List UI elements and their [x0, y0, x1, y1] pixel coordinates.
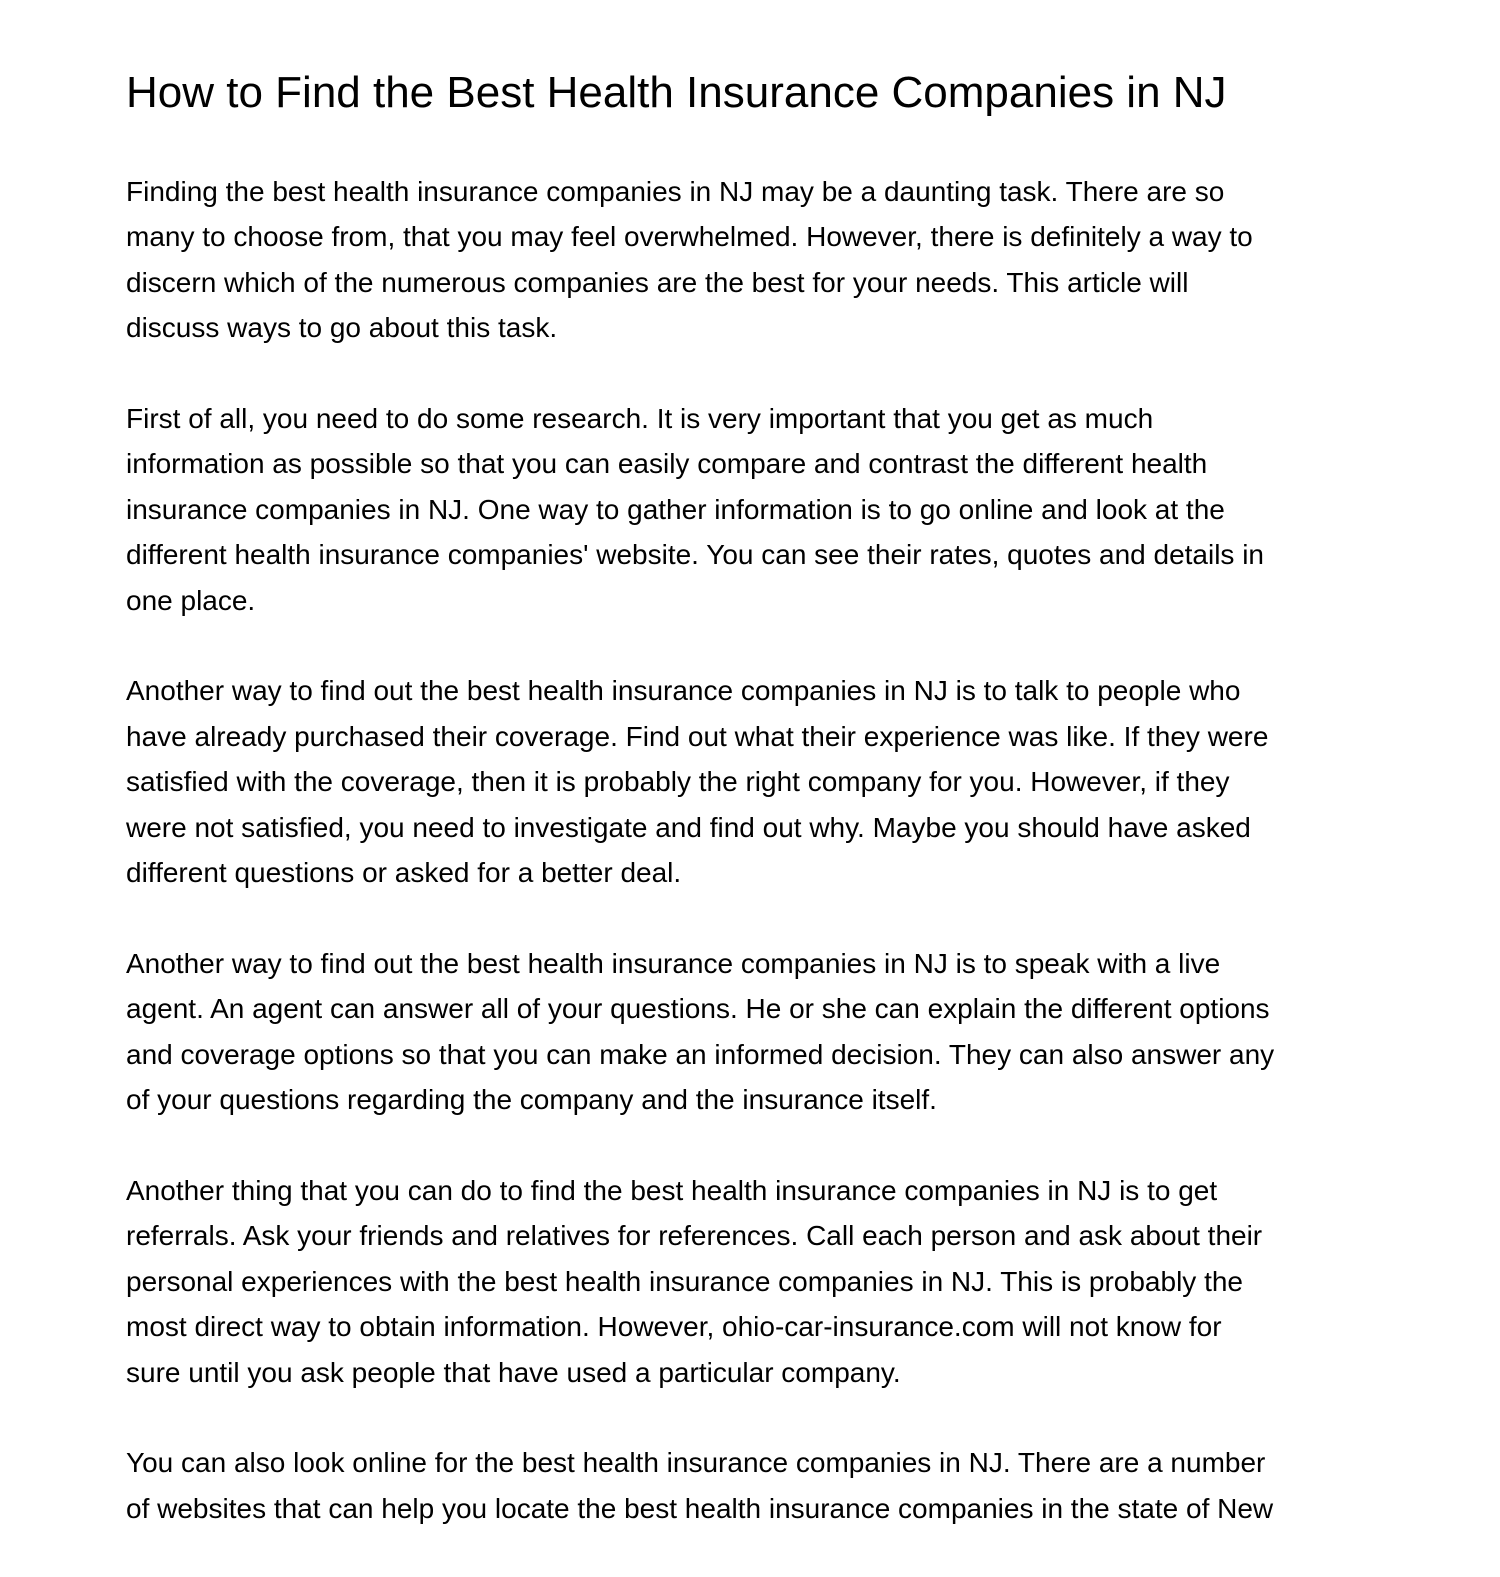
- paragraph-line: different health insurance companies' website. You can see their rates, quotes and details in: [126, 539, 1265, 571]
- paragraph-line: many to choose from, that you may feel overwhelmed. However, there is definitely a way to: [126, 221, 1253, 253]
- document-body: [126, 169, 1376, 1531]
- paragraph-line: discuss ways to go about this task.: [126, 312, 558, 344]
- paragraph-line: one place.: [126, 584, 256, 616]
- document-page: [126, 64, 1376, 1577]
- paragraph-line: information as possible so that you can easily compare and contrast the different health: [126, 448, 1208, 480]
- paragraph-line: satisfied with the coverage, then it is probably the right company for you. However, if they: [126, 766, 1230, 798]
- paragraph-line: Another way to find out the best health insurance companies in NJ is to talk to people who: [126, 675, 1241, 707]
- document-title: How to Find the Best Health Insurance Companies in NJ: [126, 68, 1227, 117]
- paragraph-line: were not satisfied, you need to investigate and find out why. Maybe you should have asked: [126, 811, 1251, 843]
- paragraph-line: Another way to find out the best health insurance companies in NJ is to speak with a live: [126, 947, 1221, 979]
- paragraph-line: and coverage options so that you can make an informed decision. They can also answer any: [126, 1038, 1275, 1070]
- paragraph: [126, 1440, 1376, 1531]
- paragraph-line: Another thing that you can do to find the best health insurance companies in NJ is to get: [126, 1174, 1218, 1206]
- paragraph-line: of your questions regarding the company and the insurance itself.: [126, 1084, 937, 1116]
- paragraph-line: sure until you ask people that have used a particular company.: [126, 1356, 901, 1388]
- paragraph-line: most direct way to obtain information. However, ohio-car-insurance.com will not know for: [126, 1311, 1222, 1343]
- paragraph: [126, 941, 1376, 1123]
- paragraph: [126, 396, 1376, 623]
- paragraph-line: referrals. Ask your friends and relatives for references. Call each person and ask about their: [126, 1220, 1263, 1252]
- paragraph-line: insurance companies in NJ. One way to gather information is to go online and look at the: [126, 493, 1225, 525]
- paragraph: [126, 1168, 1376, 1395]
- paragraph-line: discern which of the numerous companies are the best for your needs. This article will: [126, 266, 1189, 298]
- paragraph-line: Finding the best health insurance companies in NJ may be a daunting task. There are so: [126, 176, 1225, 207]
- paragraph: [126, 668, 1376, 895]
- paragraph-line: different questions or asked for a better deal.: [126, 857, 682, 889]
- paragraph-line: First of all, you need to do some research. It is very important that you get as much: [126, 403, 1154, 435]
- paragraph-line: personal experiences with the best health insurance companies in NJ. This is probably the: [126, 1265, 1243, 1297]
- paragraph-line: of websites that can help you locate the best health insurance companies in the state of New: [126, 1492, 1274, 1524]
- paragraph: [126, 169, 1376, 351]
- paragraph-line: agent. An agent can answer all of your questions. He or she can explain the different options: [126, 993, 1270, 1025]
- paragraph-line: have already purchased their coverage. Find out what their experience was like. If they were: [126, 720, 1269, 752]
- paragraph-line: You can also look online for the best health insurance companies in NJ. There are a number: [126, 1447, 1266, 1479]
